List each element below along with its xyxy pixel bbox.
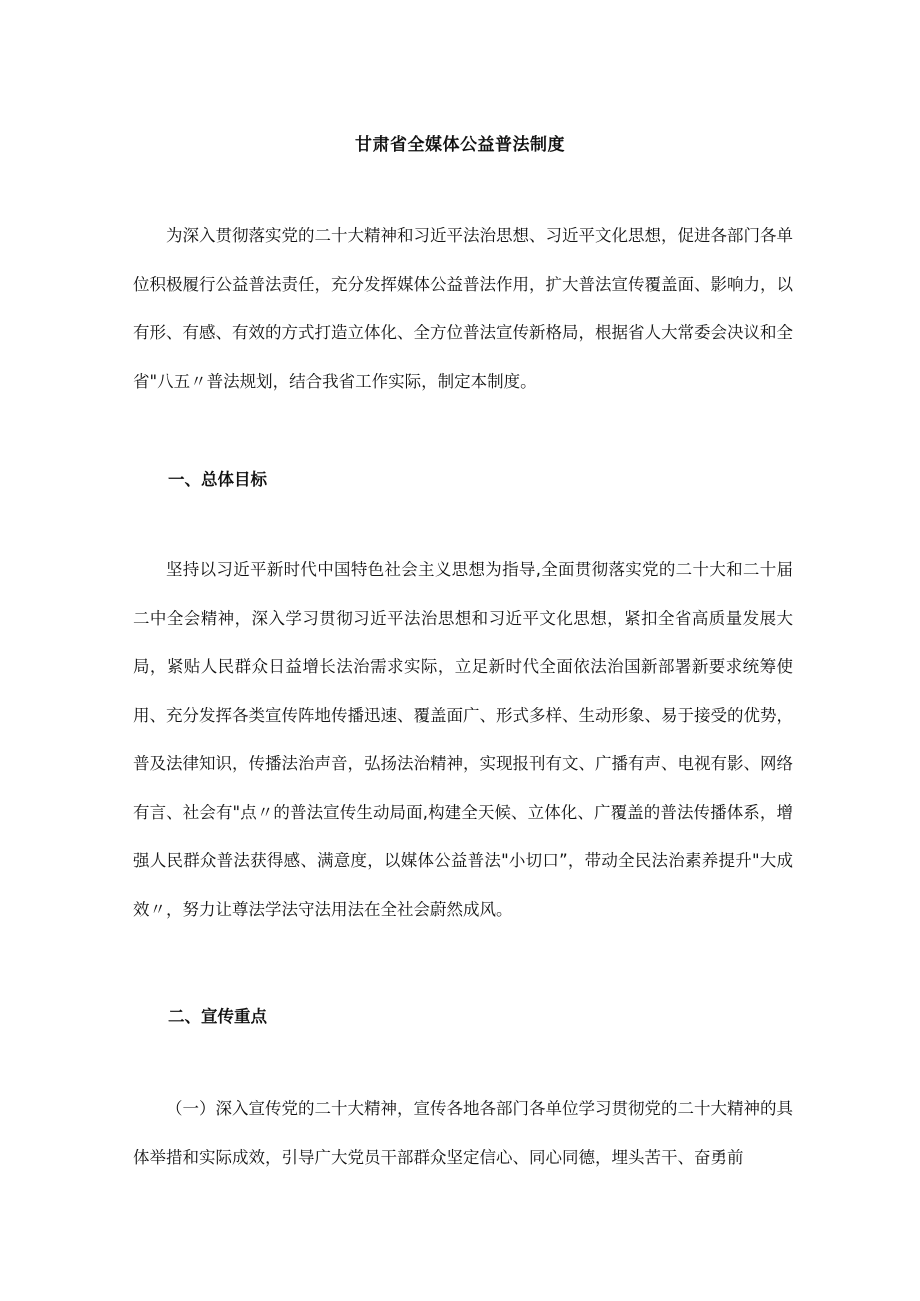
goals-paragraph: 坚持以习近平新时代中国特色社会主义思想为指导,全面贯彻落实党的二十大和二十届二中全会精神，深入学习贯彻习近平法治思想和习近平文化思想，紧扣全省高质量发展大局，紧贴人民群众日益增长法治需求实际，立足新时代全面依法治国新部署新要求统筹使用、充分发挥各类宣传阵地传播迅速、覆盖面广、形式多样、生动形象、易于接受的优势，普及法律知识，传播法治声音，弘扬法治精神，实现报刊有文、广播有声、电视有影、网络有言、社会有"点〃的普法宣传生动局面,构建全天候、立体化、广覆盖的普法传播体系，增强人民群众普法获得感、满意度，以媒体公益普法"小切口”，带动全民法治素养提升"大成效〃，努力让尊法学法守法用法在全社会蔚然成风。 <box>133 560 793 919</box>
section-heading-focus: 二、宣传重点 <box>168 1007 267 1026</box>
focus-paragraph: （一）深入宣传党的二十大精神，宣传各地各部门各单位学习贯彻党的二十大精神的具体举措和实际成效，引导广大党员干部群众坚定信心、同心同德，埋头苦干、奋勇前 <box>133 1099 793 1167</box>
document-title: 甘肃省全媒体公益普法制度 <box>355 135 565 155</box>
intro-paragraph: 为深入贯彻落实党的二十大精神和习近平法治思想、习近平文化思想，促进各部门各单位积极履行公益普法责任，充分发挥媒体公益普法作用，扩大普法宣传覆盖面、影响力，以有形、有感、有效的方式打造立体化、全方位普法宣传新格局，根据省人大常委会决议和全省"八五〃普法规划，结合我省工作实际，制定本制度。 <box>133 226 793 391</box>
section-heading-goals: 一、总体目标 <box>168 470 267 489</box>
